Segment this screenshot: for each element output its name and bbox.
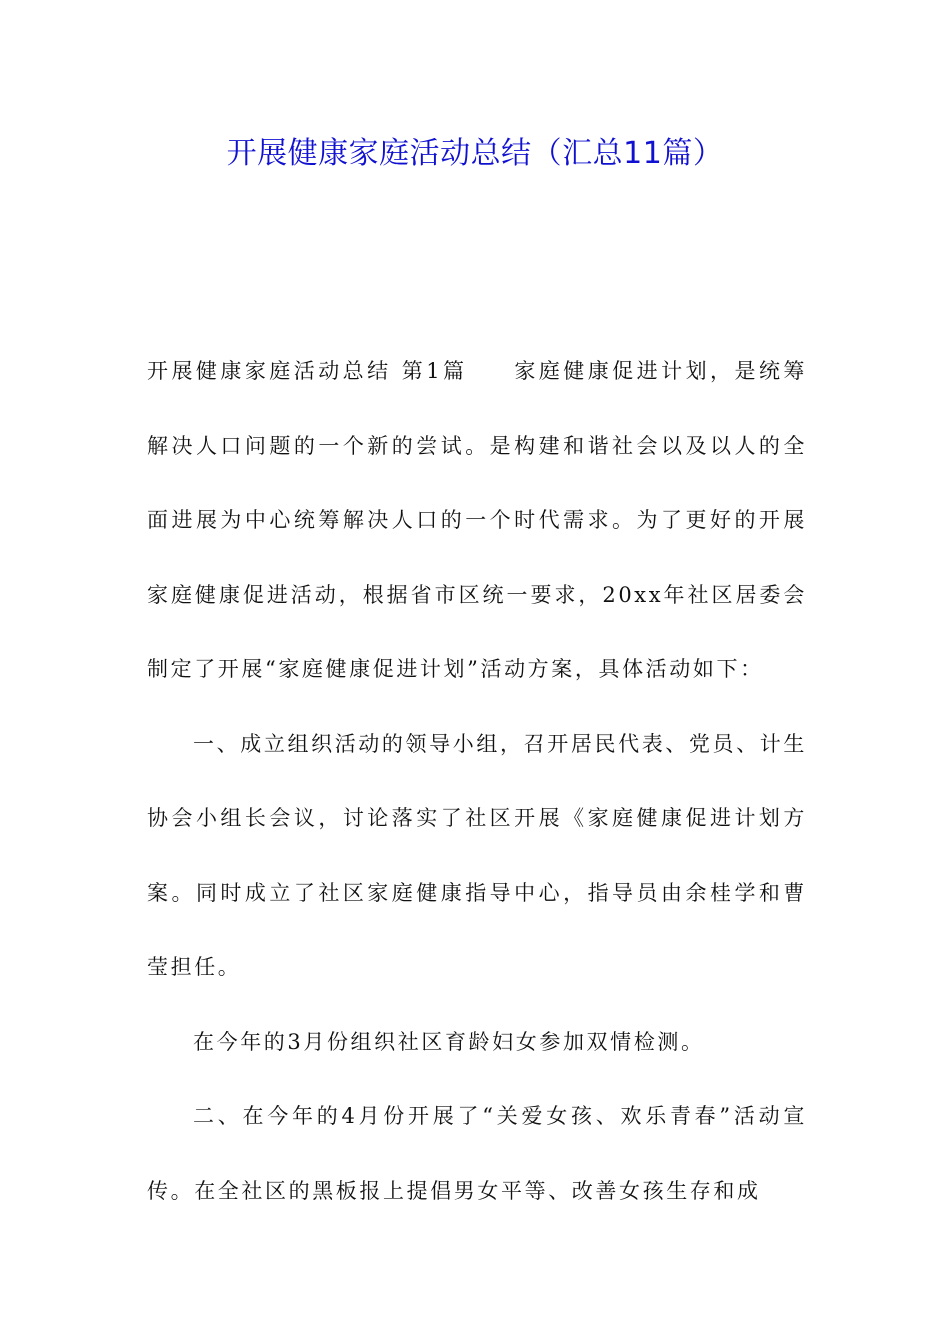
paragraph-intro [147, 334, 807, 707]
section-heading: 开展健康家庭活动总结 第1篇 [147, 359, 468, 383]
document-body [147, 334, 807, 1228]
document-title: 开展健康家庭活动总结（汇总11篇） [226, 136, 724, 171]
paragraph-3: 在今年的3月份组织社区育龄妇女参加双情检测。 [193, 1029, 705, 1054]
paragraph-1-text: 家庭健康促进计划，是统筹解决人口问题的一个新的尝试。是构建和谐社会以及以人的全面进展为中心统筹解决人口的一个时代需求。为了更好的开展家庭健康促进活动，根据省市区统一要求，20xx年社区居委会制定了开展“家庭健康促进计划”活动方案，具体活动如下： [147, 359, 808, 681]
paragraph-4: 二、在今年的4月份开展了“关爱女孩、欢乐青春”活动宣传。在全社区的黑板报上提倡男女平等、改善女孩生存和成 [147, 1104, 807, 1203]
paragraph-2: 一、成立组织活动的领导小组，召开居民代表、党员、计生协会小组长会议，讨论落实了社区开展《家庭健康促进计划方案。同时成立了社区家庭健康指导中心，指导员由余桂学和曹莹担任。 [147, 731, 807, 979]
